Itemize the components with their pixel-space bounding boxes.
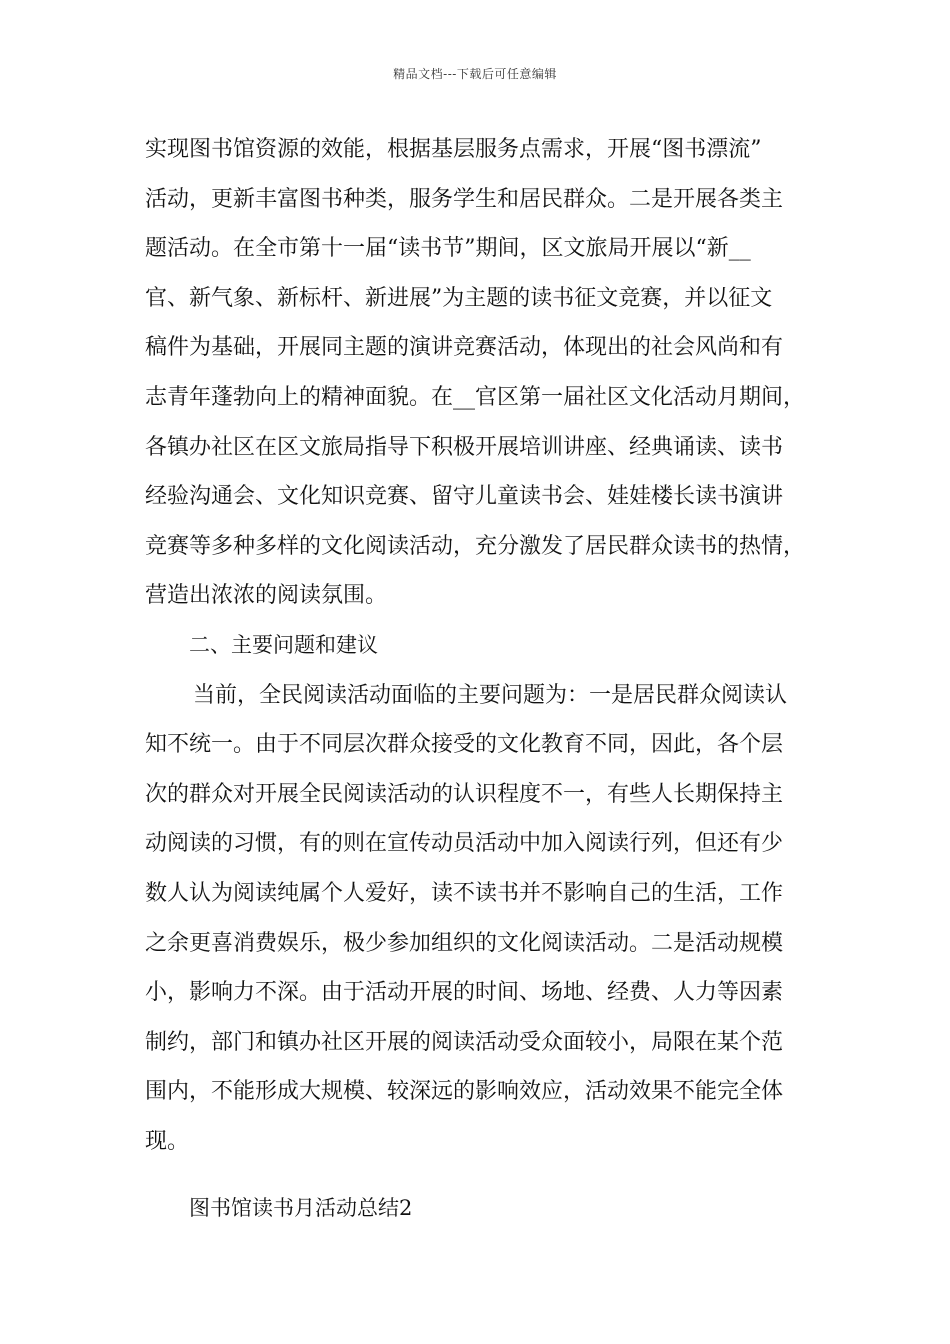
document-body bbox=[145, 125, 815, 1234]
text-line: 官、新气象、新标杆、新进展”为主题的读书征文竞赛，并以征文 bbox=[145, 285, 773, 311]
next-section-title: 图书馆读书月活动总结2 bbox=[189, 1196, 413, 1221]
text-line: 现。 bbox=[145, 1128, 190, 1154]
text-line: 题活动。在全市第十一届“读书节”期间，区文旅局开展以“新__ bbox=[145, 236, 751, 262]
text-line: 次的群众对开展全民阅读活动的认识程度不一，有些人长期保持主 bbox=[145, 781, 784, 807]
text-line: 动阅读的习惯，有的则在宣传动员活动中加入阅读行列，但还有少 bbox=[145, 831, 784, 857]
text-line: 竞赛等多种多样的文化阅读活动，充分激发了居民群众读书的热情， bbox=[145, 533, 806, 559]
spacer bbox=[145, 1166, 815, 1184]
paragraph-problems bbox=[145, 671, 815, 1167]
text-line: 活动，更新丰富图书种类，服务学生和居民群众。二是开展各类主 bbox=[145, 186, 784, 212]
paragraph-continued bbox=[145, 125, 815, 621]
text-line: 稿件为基础，开展同主题的演讲竞赛活动，体现出的社会风尚和有 bbox=[145, 335, 784, 361]
text-line: 志青年蓬勃向上的精神面貌。在__官区第一届社区文化活动月期间， bbox=[145, 384, 806, 410]
text-line: 实现图书馆资源的效能，根据基层服务点需求，开展“图书漂流” bbox=[145, 137, 762, 162]
text-line: 经验沟通会、文化知识竞赛、留守儿童读书会、娃娃楼长读书演讲 bbox=[145, 484, 784, 510]
text-line: 小，影响力不深。由于活动开展的时间、场地、经费、人力等因素 bbox=[145, 980, 784, 1006]
text-line: 营造出浓浓的阅读氛围。 bbox=[145, 583, 388, 609]
text-line: 知不统一。由于不同层次群众接受的文化教育不同，因此，各个层 bbox=[145, 732, 784, 758]
text-line: 围内，不能形成大规模、较深远的影响效应，活动效果不能完全体 bbox=[145, 1079, 784, 1105]
text-line: 数人认为阅读纯属个人爱好，读不读书并不影响自己的生活，工作 bbox=[145, 880, 784, 906]
text-line: 各镇办社区在区文旅局指导下积极开展培训讲座、经典诵读、读书 bbox=[145, 434, 784, 460]
text-line: 制约，部门和镇办社区开展的阅读活动受众面较小，局限在某个范 bbox=[145, 1029, 784, 1055]
section-heading: 二、主要问题和建议 bbox=[189, 632, 378, 657]
text-line: 之余更喜消费娱乐，极少参加组织的文化阅读活动。二是活动规模 bbox=[145, 930, 784, 956]
page-header: 精品文档---下载后可任意编辑 bbox=[393, 67, 557, 81]
text-line: 当前，全民阅读活动面临的主要问题为：一是居民群众阅读认 bbox=[193, 682, 788, 708]
